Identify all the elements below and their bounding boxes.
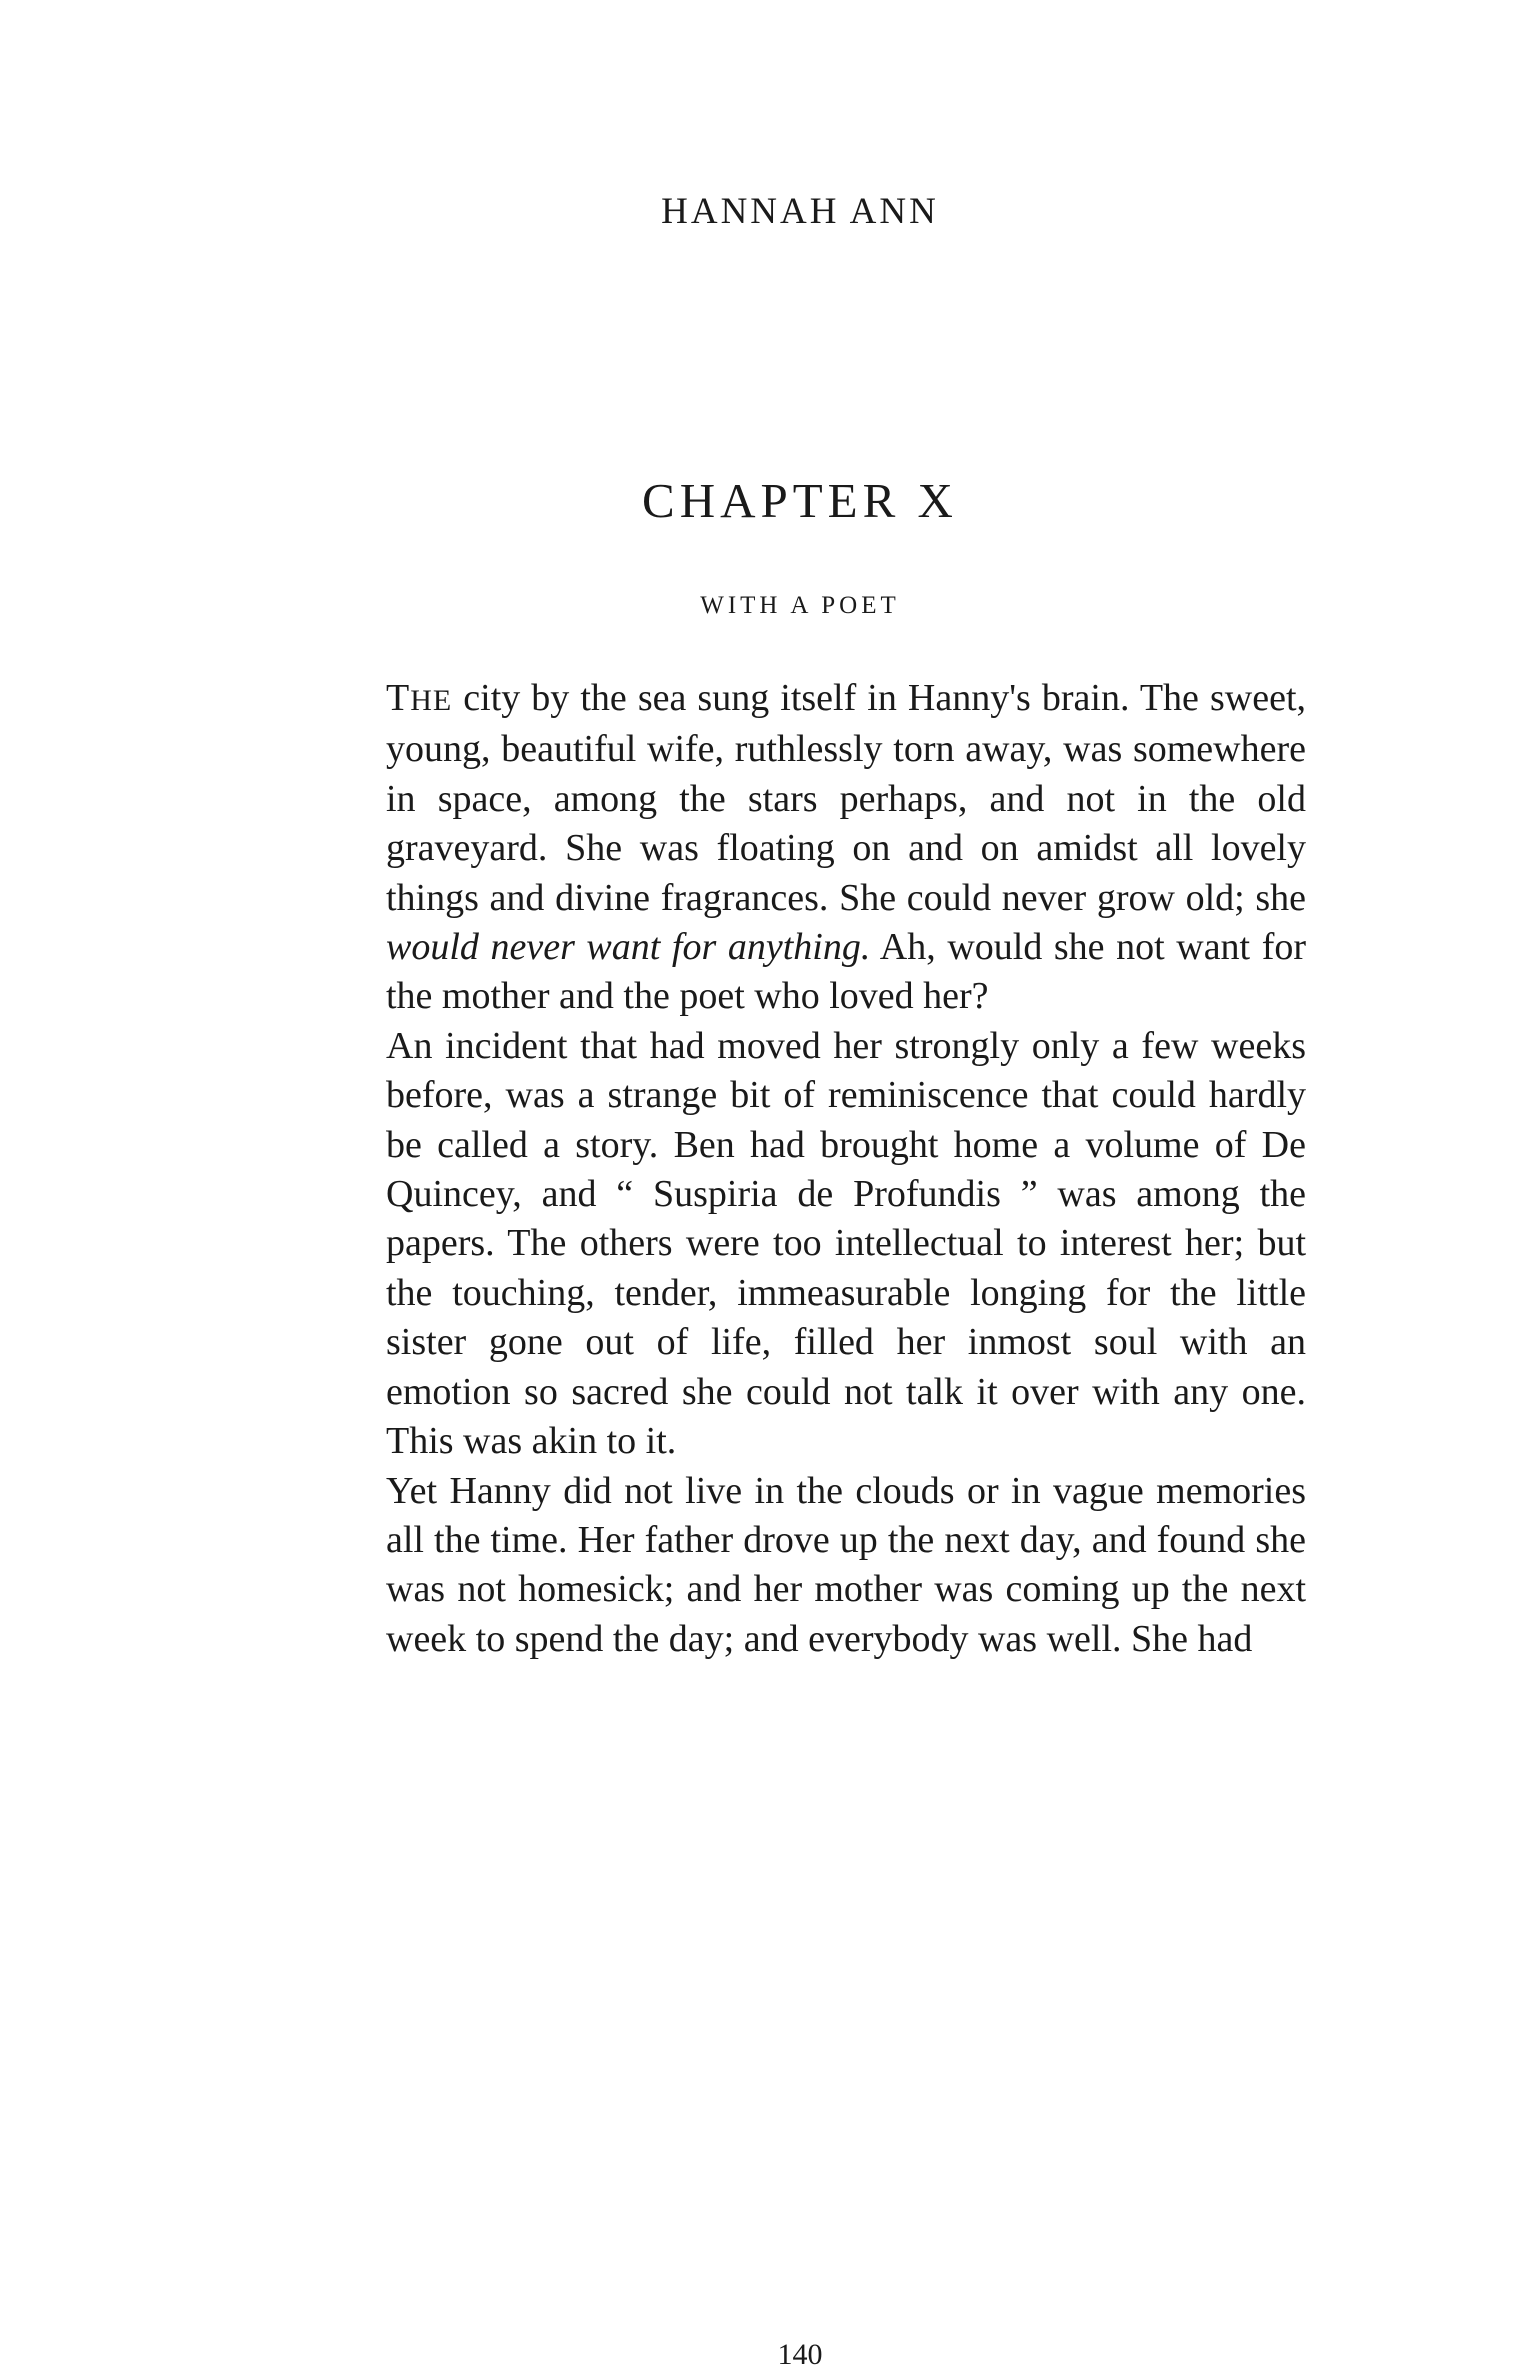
lead-first-letter: T	[386, 677, 411, 719]
lead-rest: HE	[410, 684, 453, 717]
paragraph-1	[386, 674, 1306, 1022]
body-text	[386, 674, 1306, 1664]
paragraph-1-text-b: Ah, would she not want for the mother and the poet who loved her?	[386, 926, 1307, 1018]
paragraph-2: An incident that had moved her strongly only a few weeks before, was a strange bit of reminiscence that could hardly be called a story. Ben had brought home a volume of De Quincey, and “ Suspiria de Profundis ” was among the papers. The others were too intellectual to interest her; but the touching, tender, immeasurable longing for the little sister gone out of life, filled her inmost soul with an emotion so sacred she could not talk it over with any one. This was akin to it.	[386, 1024, 1306, 1463]
page-number: 140	[777, 2338, 823, 2371]
chapter-subtitle: WITH A POET	[700, 592, 900, 619]
paragraph-1-italic: would never want for anything.	[386, 926, 871, 969]
paragraph-lead	[386, 677, 452, 719]
running-head: HANNAH ANN	[661, 191, 939, 232]
paragraph-3: Yet Hanny did not live in the clouds or in vague memories all the time. Her father drove up the next day, and found she was not homesick; and her mother was coming up the next week to spend the day; and everybody was well. She had	[386, 1469, 1306, 1660]
chapter-title: CHAPTER X	[642, 473, 958, 528]
paragraph-1-text-a: city by the sea sung itself in Hanny's brain. The sweet, young, beautiful wife, ruthlessly torn away, was somewhere in space, among the stars perhaps, and not in the old graveyard. She was floating on and on amidst all lovely things and divine fragrances. She could never grow old; she	[386, 677, 1306, 919]
